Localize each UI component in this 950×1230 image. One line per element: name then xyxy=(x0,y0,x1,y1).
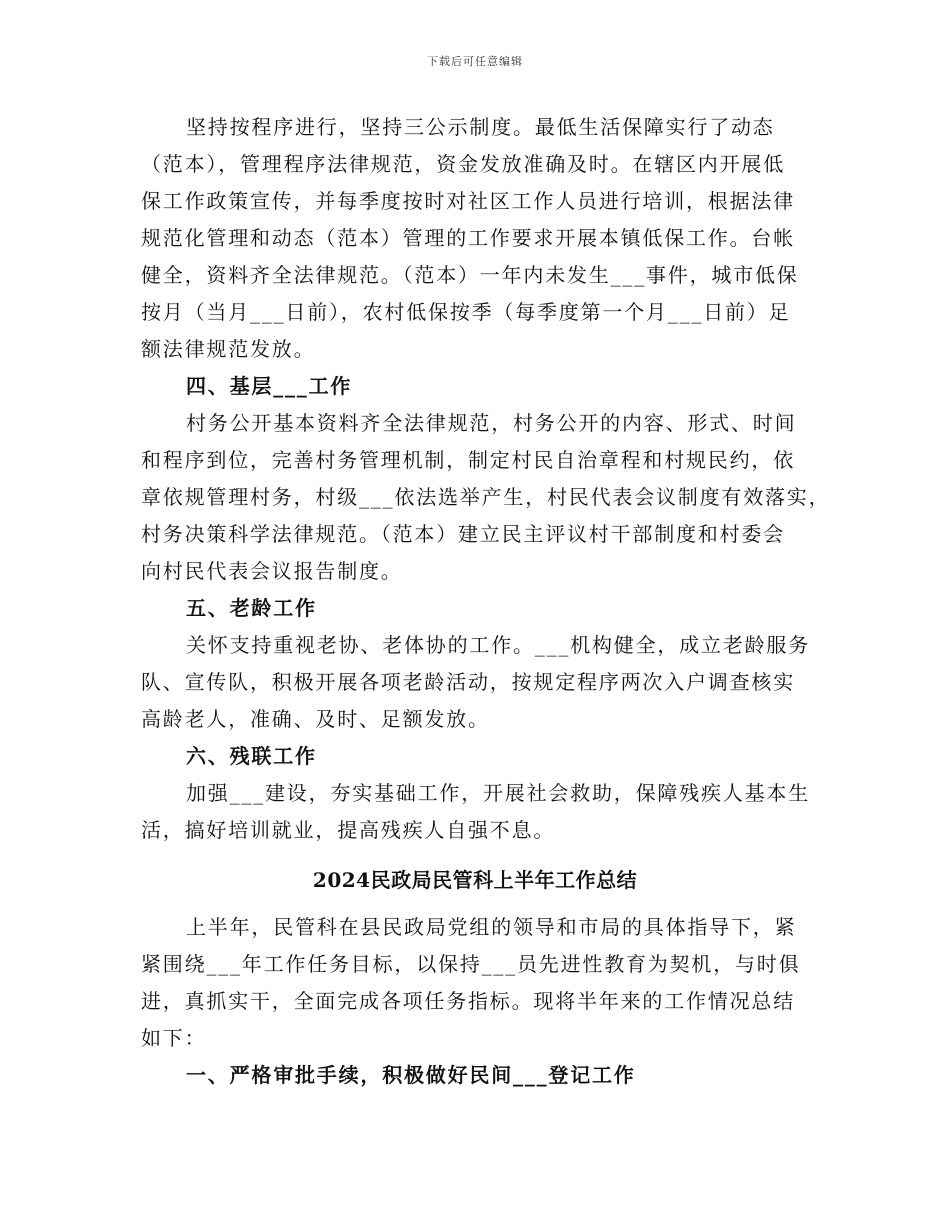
section-heading: 一、严格审批手续，积极做好民间___登记工作 xyxy=(186,1063,636,1087)
paragraph-line: 章依规管理村务，村级___依法选举产生，村民代表会议制度有效落实， xyxy=(141,485,831,509)
paragraph-line: （范本），管理程序法律规范，资金发放准确及时。在辖区内开展低 xyxy=(141,152,785,176)
paragraph-line: 如下： xyxy=(141,1026,207,1050)
paragraph-line: 和程序到位，完善村务管理机制，制定村民自治章程和村规民约，依 xyxy=(141,448,795,472)
paragraph-line: 进，真抓实干，全面完成各项任务指标。现将半年来的工作情况总结 xyxy=(141,989,795,1013)
paragraph-line: 关怀支持重视老协、老体协的工作。___机构健全，成立老龄服务 xyxy=(186,633,810,657)
paragraph-line: 紧围绕___年工作任务目标，以保持___员先进性教育为契机，与时俱 xyxy=(141,952,801,976)
paragraph-line: 规范化管理和动态（范本）管理的工作要求开展本镇低保工作。台帐 xyxy=(141,226,795,250)
paragraph-line: 上半年，民管科在县民政局党组的领导和市局的具体指导下，紧 xyxy=(186,915,797,939)
paragraph-line: 队、宣传队，积极开展各项老龄活动，按规定程序两次入户调查核实 xyxy=(141,670,795,694)
paragraph-line: 高龄老人，准确、及时、足额发放。 xyxy=(141,707,490,731)
section-heading: 四、基层___工作 xyxy=(186,374,353,398)
paragraph-line: 加强___建设，夯实基础工作，开展社会救助，保障残疾人基本生 xyxy=(186,781,810,805)
document-title: 2024民政局民管科上半年工作总结 xyxy=(312,868,638,892)
paragraph-line: 额法律规范发放。 xyxy=(141,337,316,361)
paragraph-line: 村务公开基本资料齐全法律规范，村务公开的内容、形式、时间 xyxy=(186,411,797,435)
section-heading: 五、老龄工作 xyxy=(186,596,317,620)
paragraph-line: 按月（当月___日前），农村低保按季（每季度第一个月___日前）足 xyxy=(141,300,791,324)
section-heading: 六、残联工作 xyxy=(186,744,317,768)
header-note: 下载后可任意编辑 xyxy=(427,55,523,68)
paragraph-line: 向村民代表会议报告制度。 xyxy=(141,559,403,583)
paragraph-line: 活，搞好培训就业，提高残疾人自强不息。 xyxy=(141,818,556,842)
paragraph-line: 健全，资料齐全法律规范。（范本）一年内未发生___事件，城市低保 xyxy=(141,263,799,287)
paragraph-line: 保工作政策宣传，并每季度按时对社区工作人员进行培训，根据法律 xyxy=(141,189,795,213)
paragraph-line: 坚持按程序进行，坚持三公示制度。最低生活保障实行了动态 xyxy=(186,115,775,139)
paragraph-line: 村务决策科学法律规范。（范本）建立民主评议村干部制度和村委会 xyxy=(141,522,785,546)
